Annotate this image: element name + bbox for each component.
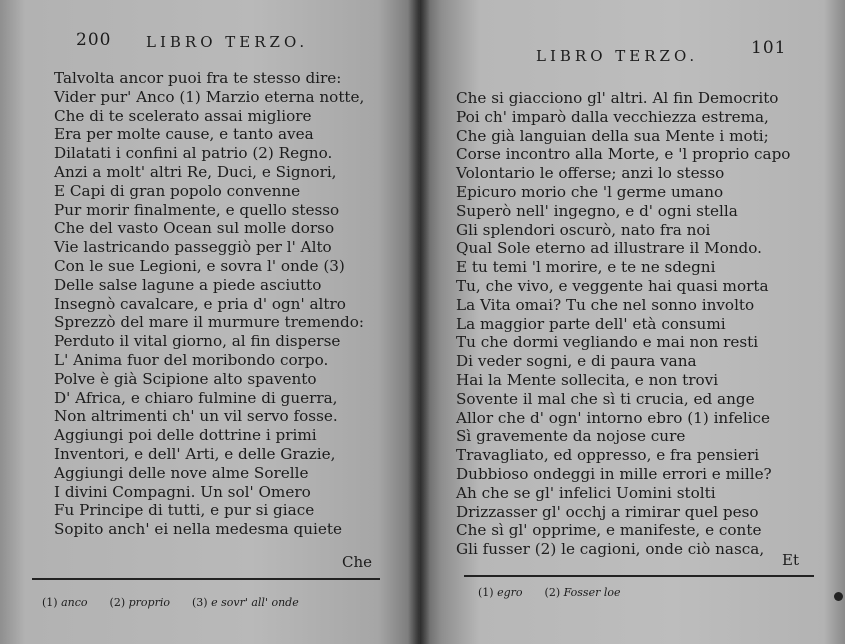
verse-line: Poi ch' imparò dalla vecchiezza estrema, (456, 107, 769, 126)
verse-line: Aggiungi poi delle dottrine i primi (54, 426, 317, 445)
verse-line: Delle salse lagune a piede asciutto (54, 275, 322, 294)
verse-line: Anzi a molt' altri Re, Duci, e Signori, (54, 162, 337, 181)
footnote-number: (2) (109, 596, 126, 609)
verse-line: Sovente il mal che sì ti crucia, ed ange (456, 389, 755, 408)
verse-line: Pur morir finalmente, e quello stesso (54, 200, 340, 219)
footnote-rule (32, 578, 380, 580)
verse-line: Dilatati i confini al patrio (2) Regno. (54, 144, 333, 163)
footnote-number: (1) (478, 586, 494, 599)
footnote (42, 596, 88, 609)
running-title: LIBRO TERZO. (146, 33, 309, 51)
footnote-number: (2) (544, 586, 561, 599)
footnotes (42, 596, 299, 609)
verse-line: Superò nell' ingegno, e d' ogni stella (456, 201, 738, 220)
footnote-text: egro (497, 586, 523, 599)
footnote-number: (3) (192, 596, 208, 609)
verse-line: Corse incontro alla Morte, e 'l proprio capo (456, 145, 791, 164)
verse-line: Fu Principe di tutti, e pur si giace (54, 501, 315, 520)
footnote-rule (464, 575, 814, 577)
verse-line: Talvolta ancor puoi fra te stesso dire: (54, 69, 342, 87)
verse-line: Sopito anch' ei nella medesma quiete (54, 520, 342, 539)
ink-blot (834, 592, 843, 601)
footnote-text: e sovr' all' onde (211, 596, 299, 609)
verse-line: Che si giacciono gl' altri. Al fin Democrito (456, 89, 779, 107)
page-number: 101 (751, 38, 787, 58)
verse-line: La Vita omai? Tu che nel sonno involto (456, 295, 755, 314)
verse-line: Con le sue Legioni, e sovra l' onde (3) (54, 256, 345, 275)
verse-line: Allor che d' ogn' intorno ebro (1) infelice (456, 408, 771, 427)
verse-line: Inventori, e dell' Arti, e delle Grazie, (54, 444, 336, 463)
verse-line: E tu temi 'l morire, e te ne sdegni (456, 258, 716, 277)
verse-line: I divini Compagni. Un sol' Omero (54, 482, 311, 501)
catchword: Et (782, 551, 799, 569)
verse-line: Di veder sogni, e di paura vana (456, 352, 697, 371)
verse-line: Gli fusser (2) le cagioni, onde ciò nasca, (456, 540, 765, 559)
verse-text (456, 89, 790, 559)
left-page (0, 0, 420, 644)
verse-line: Che già languian della sua Mente i moti; (456, 126, 769, 145)
verse-line: Che sì gl' opprime, e manifeste, e conte (456, 521, 762, 540)
footnote-text: Fosser loe (563, 586, 621, 599)
footnote (110, 596, 170, 609)
verse-line: Aggiungi delle nove alme Sorelle (54, 463, 309, 482)
verse-line: Sprezzò del mare il murmure tremendo: (54, 313, 365, 332)
verse-line: Gli splendori oscurò, nato fra noi (456, 220, 711, 239)
verse-line: Drizzasser gl' occhj a rimirar quel peso (456, 502, 759, 521)
right-page (420, 0, 845, 644)
verse-line: Che di te scelerato assai migliore (54, 106, 312, 125)
verse-line: Tu, che vivo, e veggente hai quasi morta (456, 276, 769, 295)
footnotes (478, 586, 620, 599)
verse-line: Qual Sole eterno ad illustrare il Mondo. (456, 239, 762, 258)
verse-line: D' Africa, e chiaro fulmine di guerra, (54, 388, 338, 407)
footnote (545, 586, 621, 599)
verse-line: Tu che dormi vegliando e mai non resti (456, 333, 759, 352)
verse-line: La maggior parte dell' età consumi (456, 314, 726, 333)
verse-line: Polve è già Scipione alto spavento (54, 369, 317, 388)
verse-line: Vie lastricando passeggiò per l' Alto (54, 238, 332, 257)
verse-line: Insegnò cavalcare, e pria d' ogn' altro (54, 294, 346, 313)
verse-line: Volontario le offerse; anzi lo stesso (456, 164, 725, 183)
verse-line: E Capi di gran popolo convenne (54, 181, 301, 200)
running-title: LIBRO TERZO. (536, 47, 699, 65)
verse-line: Era per molte cause, e tanto avea (54, 125, 314, 144)
verse-line: Hai la Mente sollecita, e non trovi (456, 370, 719, 389)
footnote (192, 596, 299, 609)
page-number: 200 (76, 30, 112, 50)
footnote (478, 586, 523, 599)
footnote-text: proprio (128, 596, 170, 609)
verse-line: Travagliato, ed oppresso, e fra pensieri (456, 446, 760, 465)
verse-line: L' Anima fuor del moribondo corpo. (54, 350, 329, 369)
verse-line: Sì gravemente da nojose cure (456, 427, 686, 446)
verse-line: Non altrimenti ch' un vil servo fosse. (54, 407, 338, 426)
verse-line: Perduto il vital giorno, al fin disperse (54, 332, 341, 351)
verse-text (54, 69, 364, 539)
footnote-text: anco (61, 596, 88, 609)
verse-line: Ah che se gl' infelici Uomini stolti (456, 483, 716, 502)
verse-line: Che del vasto Ocean sul molle dorso (54, 219, 335, 238)
verse-line: Vider pur' Anco (1) Marzio eterna notte, (54, 87, 365, 106)
verse-line: Epicuro morio che 'l germe umano (456, 182, 724, 201)
verse-line: Dubbioso ondeggi in mille errori e mille? (456, 464, 772, 483)
catchword: Che (342, 553, 373, 571)
footnote-number: (1) (42, 596, 58, 609)
